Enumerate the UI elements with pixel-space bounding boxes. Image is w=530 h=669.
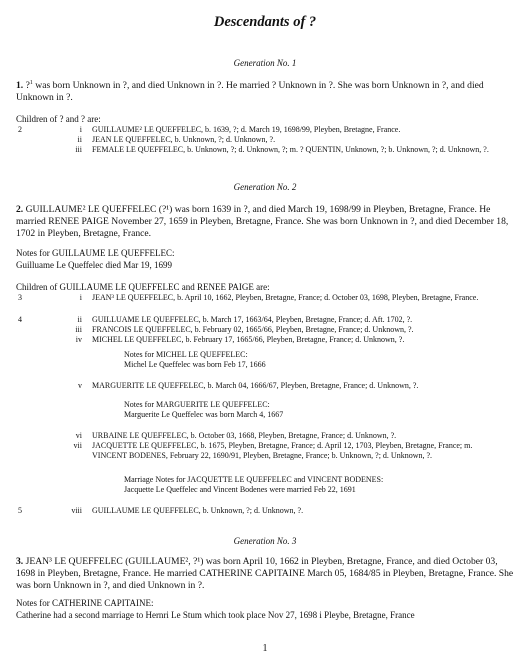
- child-roman: vi: [75, 431, 82, 440]
- child-ref: 4: [18, 315, 22, 324]
- gen1-text: was born Unknown in ?, and died Unknown in ?. He married ? Unknown in ?. She was born Unknown in ?, and died Unknown in ?.: [16, 80, 484, 103]
- child-roman: ii: [77, 315, 82, 324]
- generation-heading-3: Generation No. 3: [233, 536, 297, 546]
- michel-notes-text: Michel Le Queffelec was born Feb 17, 1666: [124, 360, 266, 369]
- gen2-notes-text: Guilluame Le Queffelec died Mar 19, 1699: [16, 260, 173, 270]
- child-entry: URBAINE LE QUEFFELEC, b. October 03, 1668, Pleyben, Bretagne, France; d. Unknown, ?.: [92, 431, 397, 440]
- gen1-paragraph: 1. ?$^1$ was born Unknown in ?, and died Unknown in ?. He married ? Unknown in ?. She was born Unknown in ?, and died Unknown in ?.: [16, 79, 484, 103]
- gen2-notes-header: Notes for GUILLAUME LE QUEFFELEC:: [16, 248, 175, 258]
- marguerite-notes-text: Marguerite Le Queffelec was born March 4, 1667: [124, 410, 284, 419]
- page-number: 1: [262, 643, 268, 654]
- child-roman: iii: [75, 145, 82, 154]
- child-roman: i: [79, 293, 82, 302]
- child-ref: 2: [18, 125, 22, 134]
- child-entry: GUILLAUME² LE QUEFFELEC, b. 1639, ?; d. March 19, 1698/99, Pleyben, Bretagne, France.: [92, 125, 401, 134]
- child-entry: GUILLUAME LE QUEFFELEC, b. March 17, 1663/64, Pleyben, Bretagne, France; d. Aft. 1702, ?.: [92, 315, 413, 324]
- marriage-notes-header: Marriage Notes for JACQUETTE LE QUEFFELEC and VINCENT BODENES:: [124, 475, 384, 484]
- gen1-children-header: Children of ? and ? are:: [16, 114, 101, 124]
- michel-notes-header: Notes for MICHEL LE QUEFFELEC:: [124, 350, 248, 359]
- child-entry: JEAN³ LE QUEFFELEC, b. April 10, 1662, Pleyben, Bretagne, France; d. October 03, 1698, Pleyben, Bretagne, France.: [92, 293, 479, 302]
- gen2-children-header: Children of GUILLAUME LE QUEFFELEC and RENEE PAIGE are:: [16, 282, 270, 292]
- child-roman: v: [78, 381, 82, 390]
- child-roman: iii: [75, 325, 82, 334]
- gen2-text: was born 1639 in ?, and died March 19, 1698/99 in Pleyben, Bretagne, France. He married RENEE PAIGE November 27, 1659 in Pleyben, Bretagne, France. She was born Unknown in ?, and died December 18, 1702 in Pleyben, Bretagne, France.: [16, 204, 509, 239]
- generation-heading-2: Generation No. 2: [233, 182, 297, 192]
- gen3-notes-text: Catherine had a second marriage to Hernri Le Stum which took place Nov 27, 1698 i Pleybe, Bretagne, France: [16, 610, 415, 620]
- child-ref: 3: [18, 293, 22, 302]
- gen3-notes-header: Notes for CATHERINE CAPITAINE:: [16, 598, 154, 608]
- page-title: Descendants of ?: [213, 14, 317, 30]
- child-roman: viii: [71, 506, 82, 515]
- person-name: JEAN³ LE QUEFFELEC (GUILLAUME², ?¹): [25, 556, 204, 567]
- child-entry: MARGUERITE LE QUEFFELEC, b. March 04, 1666/67, Pleyben, Bretagne, France; d. Unknown, ?.: [92, 381, 419, 390]
- child-roman: i: [79, 125, 82, 134]
- child-entry: MICHEL LE QUEFFELEC, b. February 17, 1665/66, Pleyben, Bretagne, France; d. Unknown, ?.: [92, 335, 405, 344]
- child-entry: FRANCOIS LE QUEFFELEC, b. February 02, 1665/66, Pleyben, Bretagne, France; d. Unknown, ?.: [92, 325, 414, 334]
- child-roman: ii: [77, 135, 82, 144]
- generation-heading-1: Generation No. 1: [233, 58, 297, 68]
- person-name: GUILLAUME² LE QUEFFELEC (?¹): [25, 204, 173, 215]
- gen3-paragraph: 3. JEAN³ LE QUEFFELEC (GUILLAUME², ?¹) was born April 10, 1662 in Pleyben, Bretagne, France, and died October 03, 1698 in Pleyben, Bretagne, France. He married CATHERINE CAPITAINE March 05, 1684/85 in Pleyben, Bretagne, France. She was born Unknown in ?, and died Unknown in ?.: [16, 556, 514, 591]
- child-entry: FEMALE LE QUEFFELEC, b. Unknown, ?; d. Unknown, ?; m. ? QUENTIN, Unknown, ?; b. Unknown, ?; d. Unknown, ?.: [92, 145, 489, 154]
- child-roman: vii: [73, 441, 82, 450]
- gen3-text: was born April 10, 1662 in Pleyben, Bretagne, France, and died October 03, 1698 in Pleyben, Bretagne, France. He married CATHERINE CAPITAINE March 05, 1684/85 in Pleyben, Bretagne, France. She was born Unknown in ?, and died Unknown in ?.: [16, 556, 514, 591]
- gen2-paragraph: 2. GUILLAUME² LE QUEFFELEC (?¹) was born 1639 in ?, and died March 19, 1698/99 in Pleyben, Bretagne, France. He married RENEE PAIGE November 27, 1659 in Pleyben, Bretagne, France. She was born Unknown in ?, and died December 18, 1702 in Pleyben, Bretagne, France.: [16, 204, 509, 239]
- child-entry: GUILLAUME LE QUEFFELEC, b. Unknown, ?; d. Unknown, ?.: [92, 506, 304, 515]
- marguerite-notes-header: Notes for MARGUERITE LE QUEFFELEC:: [124, 400, 270, 409]
- gen1-children-list: [18, 125, 518, 165]
- child-roman: iv: [75, 335, 82, 344]
- child-ref: 5: [18, 506, 22, 515]
- child-entry: JEAN LE QUEFFELEC, b. Unknown, ?; d. Unknown, ?.: [92, 135, 276, 144]
- child-entry: JACQUETTE LE QUEFFELEC, b. 1675, Pleyben, Bretagne, France; d. April 12, 1703, Pleyben, Bretagne, France; m. VINCENT BODENES, February 22, 1690/91, Pleyben, Bretagne, France; b. Unknown, ?; d. Unknown, ?.: [92, 441, 473, 460]
- gen2-children-list: [18, 293, 518, 523]
- marriage-notes-text: Jacquette Le Queffelec and Vincent Bodenes were married Feb 22, 1691: [124, 485, 356, 494]
